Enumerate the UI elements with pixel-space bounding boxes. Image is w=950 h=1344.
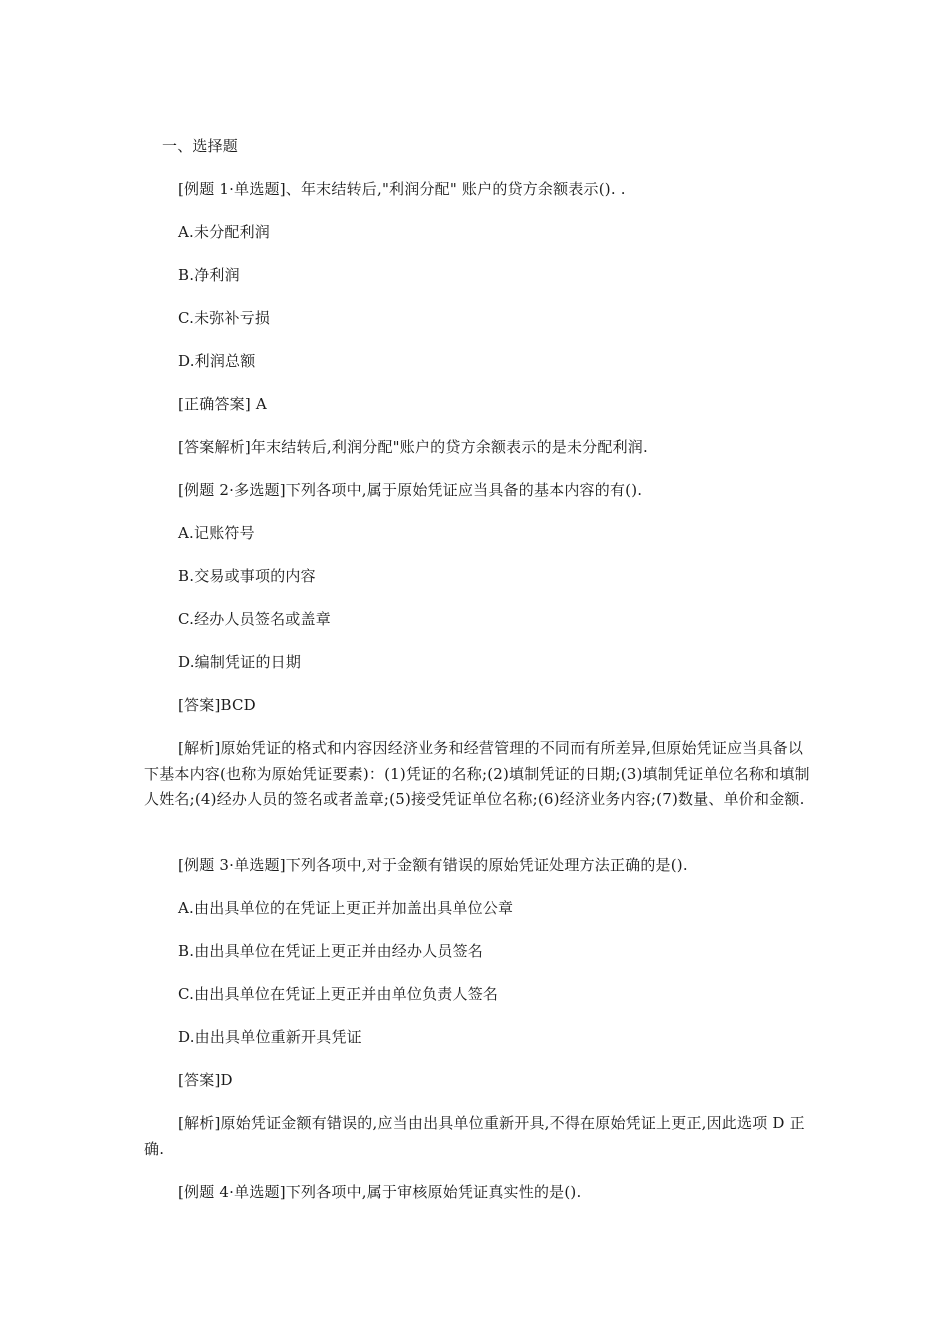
q3-option-d: D.由出具单位重新开具凭证 — [178, 1028, 362, 1046]
q1-option-b: B.净利润 — [178, 266, 240, 284]
q2-option-a: A.记账符号 — [178, 524, 255, 542]
q1-option-c: C.未弥补亏损 — [178, 309, 271, 327]
q1-option-d: D.利润总额 — [178, 352, 256, 370]
q2-answer: [答案]BCD — [178, 696, 256, 714]
q2-option-c: C.经办人员签名或盖章 — [178, 610, 331, 628]
q3-option-a: A.由出具单位的在凭证上更正并加盖出具单位公章 — [178, 899, 514, 917]
q3-option-c: C.由出具单位在凭证上更正并由单位负责人签名 — [178, 985, 499, 1003]
q1-answer: [正确答案] A — [178, 395, 267, 413]
section-heading: 一、选择题 — [162, 137, 239, 155]
q2-analysis: [解析]原始凭证的格式和内容因经济业务和经营管理的不同而有所差异,但原始凭证应当具备以下基本内容(也称为原始凭证要素)：(1)凭证的名称;(2)填制凭证的日期;(3)填制凭证单位名称和填制人姓名;(4)经办人员的签名或者盖章;(5)接受凭证单位名称;(6)经济业务内容;(7)数量、单价和金额. — [144, 739, 810, 808]
q3-answer: [答案]D — [178, 1071, 233, 1089]
q2-option-d: D.编制凭证的日期 — [178, 653, 302, 671]
q2-option-b: B.交易或事项的内容 — [178, 567, 316, 585]
q1-option-a: A.未分配利润 — [178, 223, 271, 241]
q4-stem: [例题 4·单选题]下列各项中,属于审核原始凭证真实性的是(). — [178, 1183, 582, 1201]
q1-analysis: [答案解析]年末结转后,利润分配"账户的贷方余额表示的是未分配利润. — [178, 438, 648, 456]
q1-stem: [例题 1·单选题]、年末结转后,"利润分配" 账户的贷方余额表示(). . — [178, 180, 626, 198]
q2-stem: [例题 2·多选题]下列各项中,属于原始凭证应当具备的基本内容的有(). — [178, 481, 643, 499]
q3-stem: [例题 3·单选题]下列各项中,对于金额有错误的原始凭证处理方法正确的是(). — [178, 856, 688, 874]
q3-option-b: B.由出具单位在凭证上更正并由经办人员签名 — [178, 942, 483, 960]
q3-analysis: [解析]原始凭证金额有错误的,应当由出具单位重新开具,不得在原始凭证上更正,因此选项 D 正确. — [144, 1114, 805, 1158]
